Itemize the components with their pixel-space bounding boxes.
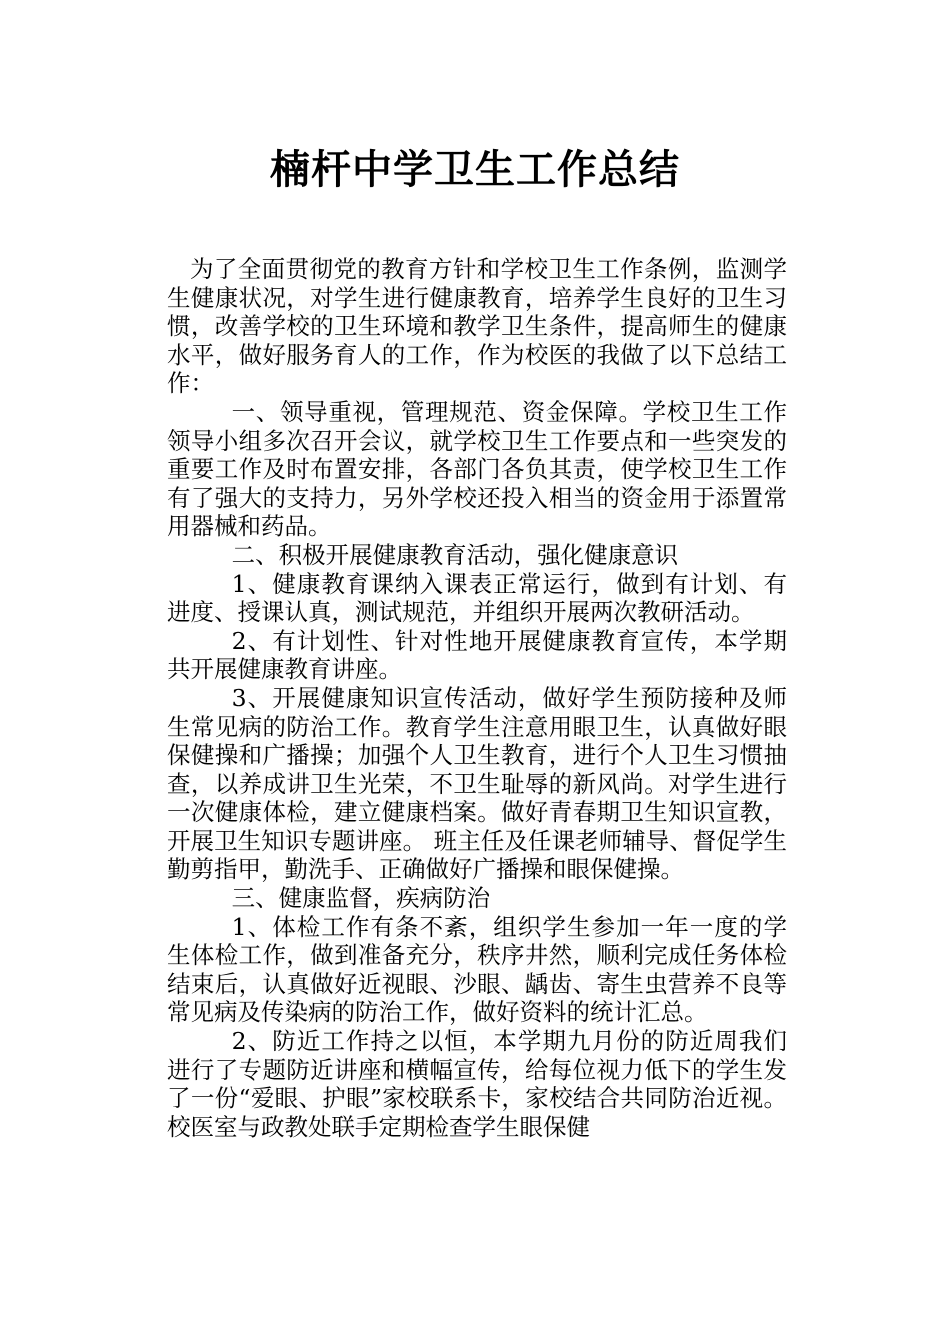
section-heading-2: 二、积极开展健康教育活动，强化健康意识: [231, 540, 679, 569]
paragraph-2-1: 1、健康教育课纳入课表正常运行，做到有计划、有进度、授课认真，测试规范，并组织开展两次教研活动。: [167, 569, 787, 627]
document-body: [167, 255, 787, 1141]
paragraph-2-3: 3、开展健康知识宣传活动，做好学生预防接种及师生常见病的防治工作。教育学生注意用眼卫生，认真做好眼保健操和广播操；加强个人卫生教育，进行个人卫生习惯抽查，以养成讲卫生光荣，不卫生耻辱的新风尚。对学生进行一次健康体检，建立健康档案。做好青春期卫生知识宣教，开展卫生知识专题讲座。 班主任及任课老师辅导、督促学生勤剪指甲，勤洗手、正确做好广播操和眼保健操。: [167, 683, 787, 884]
paragraph-2-2: 2、有计划性、针对性地开展健康教育宣传，本学期共开展健康教育讲座。: [167, 626, 787, 684]
section-heading-3: 三、健康监督，疾病防治: [231, 884, 491, 913]
paragraph-3-1: 1、体检工作有条不紊，组织学生参加一年一度的学生体检工作，做到准备充分，秩序井然，顺利完成任务体检结束后，认真做好近视眼、沙眼、龋齿、寄生虫营养不良等常见病及传染病的防治工作，做好资料的统计汇总。: [167, 912, 787, 1027]
paragraph-section-1: 一、领导重视，管理规范、资金保障。学校卫生工作领导小组多次召开会议，就学校卫生工作要点和一些突发的重要工作及时布置安排，各部门各负其责，使学校卫生工作有了强大的支持力，另外学校还投入相当的资金用于添置常用器械和药品。: [167, 397, 787, 541]
document-title: 楠杆中学卫生工作总结: [270, 146, 680, 193]
paragraph-intro: 为了全面贯彻党的教育方针和学校卫生工作条例，监测学生健康状况，对学生进行健康教育，培养学生良好的卫生习惯，改善学校的卫生环境和教学卫生条件，提高师生的健康水平，做好服务育人的工作，作为校医的我做了以下总结工作：: [167, 255, 787, 398]
paragraph-3-2: 2、防近工作持之以恒，本学期九月份的防近周我们进行了专题防近讲座和横幅宣传，给每位视力低下的学生发了一份“爱眼、护眼”家校联系卡，家校结合共同防治近视。校医室与政教处联手定期检查学生眼保健: [167, 1027, 787, 1141]
